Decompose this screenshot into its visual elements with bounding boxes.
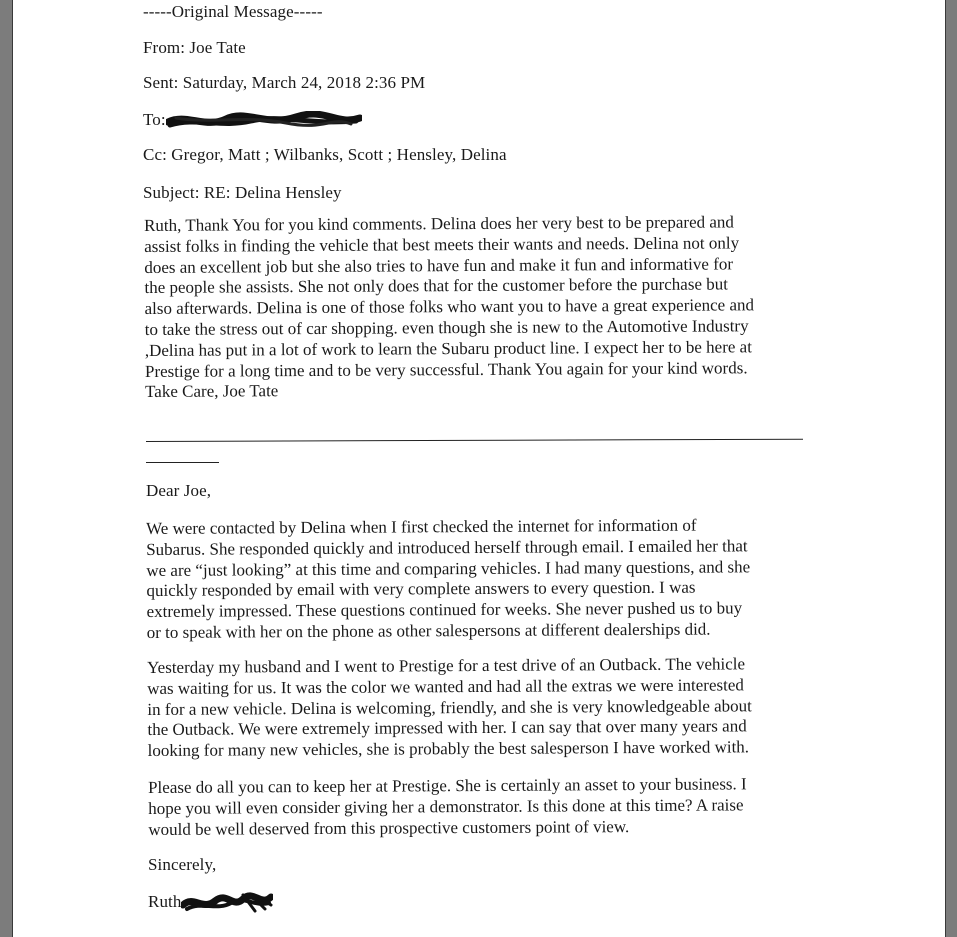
letter-line: Yesterday my husband and I went to Prestige for a test drive of an Outback. The vehicle [147,654,746,677]
separator-rule-short [146,462,219,463]
letter-line: extremely impressed. These questions continued for weeks. She never pushed us to buy [146,598,743,622]
letter-paragraph-1 [146,515,751,643]
subject-line: Subject: RE: Delina Hensley [143,183,342,202]
redaction-scribble-surname [181,891,273,915]
separator-rule [146,439,803,442]
letter-line: looking for many new vehicles, she is probably the best salesperson I have worked with. [147,737,750,761]
reply-line: the people she assists. She not only does that for the customer before the purchase but [144,274,729,298]
reply-line: Take Care, Joe Tate [145,381,279,402]
original-message-divider: -----Original Message----- [143,2,323,21]
letter-line: Subarus. She responded quickly and introduced herself through email. I emailed her that [146,536,748,559]
reply-body [144,212,755,403]
letter-line: was waiting for us. It was the color we wanted and had all the extras we were interested [147,675,744,698]
reply-line: to take the stress out of car shopping. even though she is new to the Automotive Industry [144,316,749,339]
letter-line: we are “just looking” at this time and comparing vehicles. I had many questions, and she [146,556,751,580]
to-line [143,110,362,131]
letter-line: quickly responded by email with very complete answers to every question. I was [146,578,696,601]
reply-line: ,Delina has put in a lot of work to learn the Subaru product line. I expect her to be here at [144,337,752,360]
letter-paragraph-2 [147,654,752,762]
scanned-document-page [12,0,946,937]
letter-line: We were contacted by Delina when I first checked the internet for information of [146,515,697,538]
reply-line: Prestige for a long time and to be very successful. Thank You again for your kind words. [144,357,748,381]
reply-line: does an excellent job but she also tries to have fun and make it fun and informative for [144,253,734,277]
letter-line: Please do all you can to keep her at Prestige. She is certainly an asset to your business. I [148,774,747,797]
reply-line: also afterwards. Delina is one of those folks who want you to have a great experience and [144,295,755,319]
closing: Sincerely, [148,855,217,874]
reply-line: assist folks in finding the vehicle that best meets their wants and needs. Delina not only [144,233,740,256]
from-line: From: Joe Tate [143,38,246,57]
letter-line: would be well deserved from this prospective customers point of view. [148,816,630,839]
cc-line: Cc: Gregor, Matt ; Wilbanks, Scott ; Hensley, Delina [143,145,507,164]
signature-line [148,891,273,915]
redaction-scribble-recipient [166,111,362,131]
letter-line: or to speak with her on the phone as other salespersons at different dealerships did. [146,619,711,642]
document-scan [13,0,945,937]
sent-line: Sent: Saturday, March 24, 2018 2:36 PM [143,73,426,92]
letter-line: in for a new vehicle. Delina is welcoming, friendly, and she is very knowledgeable about [147,695,752,719]
letter-paragraph-3 [148,774,747,840]
greeting: Dear Joe, [146,481,212,500]
reply-line: Ruth, Thank You for you kind comments. Delina does her very best to be prepared and [144,212,734,235]
to-label: To: [143,110,166,129]
signature-name: Ruth [148,891,182,911]
letter-line: hope you will even consider giving her a demonstrator. Is this done at this time? A raise [148,795,744,818]
letter-line: the Outback. We were extremely impressed with her. I can say that over many years and [147,716,747,740]
